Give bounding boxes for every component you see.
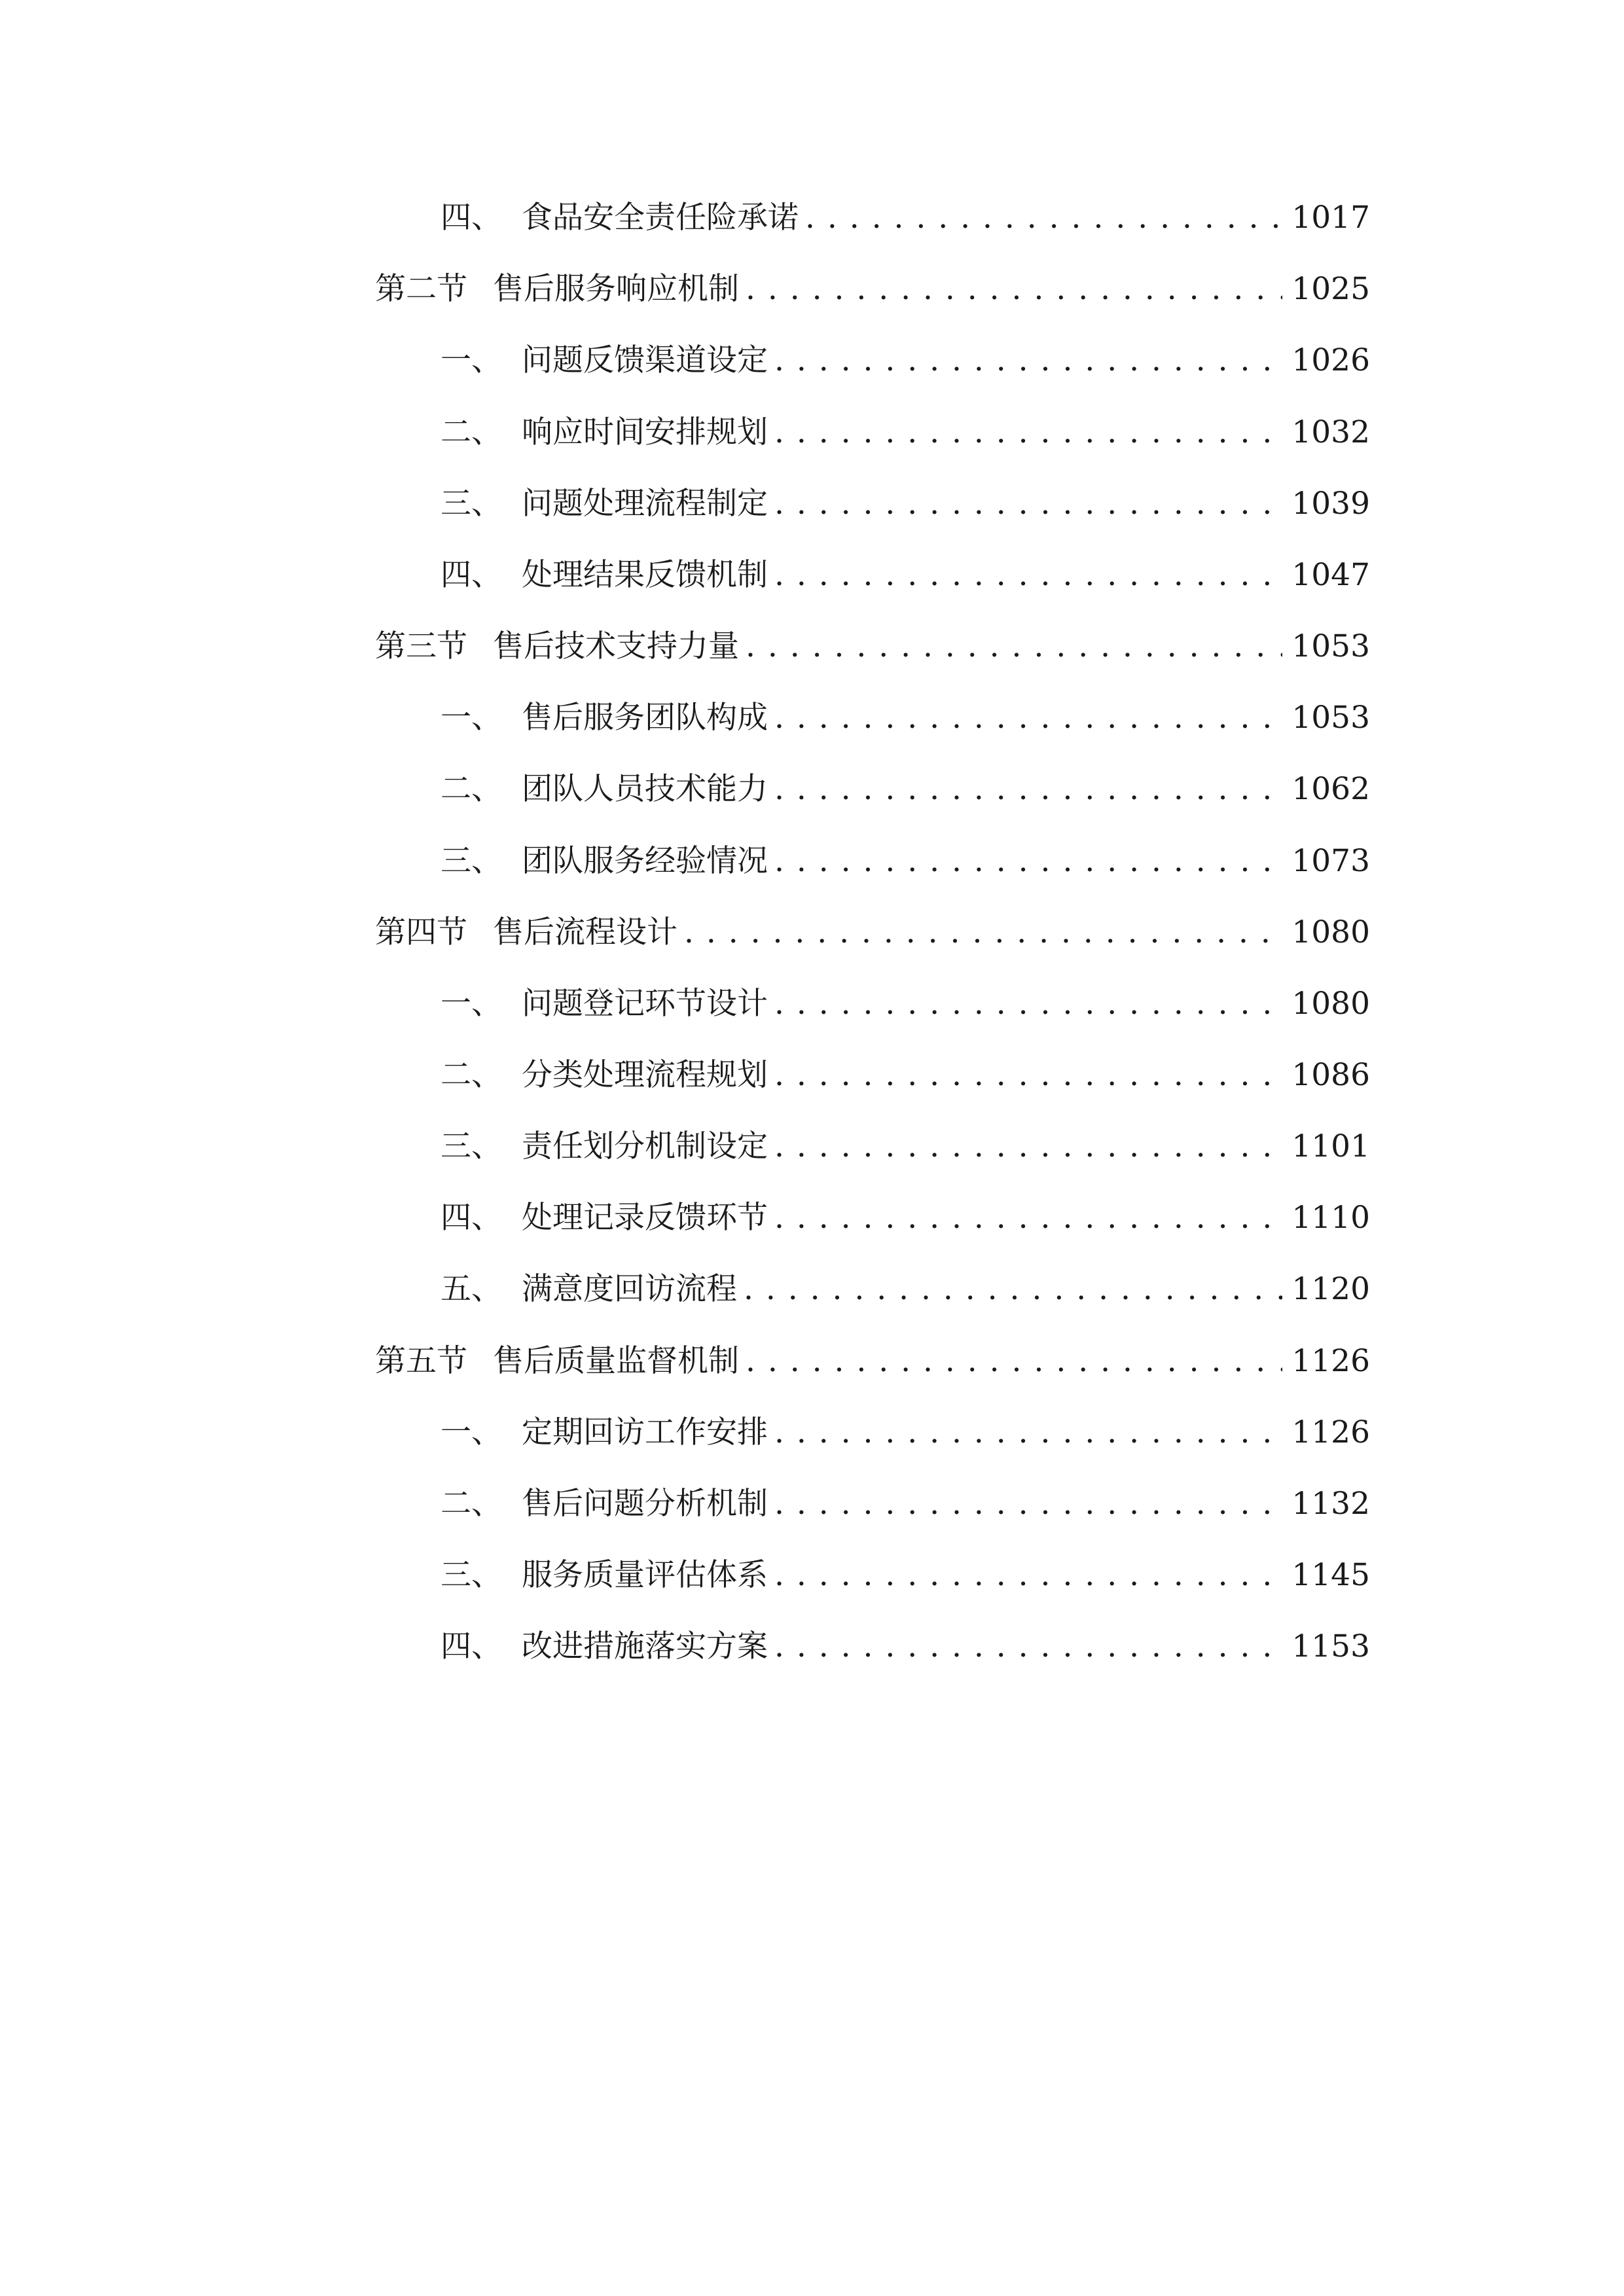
toc-entry-title: 售后服务团队构成 [522, 700, 768, 736]
toc-entry-page: 1145 [1291, 1557, 1370, 1593]
toc-entry-number: 三、 [441, 1557, 502, 1593]
toc-entry-title: 处理记录反馈环节 [522, 1200, 768, 1236]
toc-entry-page: 1110 [1291, 1200, 1370, 1236]
dot-leader [774, 978, 1282, 1030]
toc-entry-title: 售后技术支持力量 [493, 628, 739, 664]
dot-leader [744, 1263, 1282, 1316]
toc-entry[interactable] [441, 1621, 1370, 1673]
toc-entry-title: 响应时间安排规划 [522, 414, 768, 450]
toc-entry-page: 1153 [1291, 1628, 1370, 1664]
toc-entry-title: 问题处理流程制定 [522, 486, 768, 522]
toc-entry-page: 1086 [1291, 1057, 1370, 1093]
toc-entry-title: 改进措施落实方案 [522, 1628, 768, 1664]
toc-entry-number: 二、 [441, 1057, 502, 1093]
toc-entry-title: 定期回访工作安排 [522, 1414, 768, 1450]
toc-entry-page: 1039 [1291, 486, 1370, 522]
toc-entry[interactable] [375, 620, 1370, 673]
toc-entry[interactable] [441, 692, 1370, 744]
toc-entry-page: 1132 [1291, 1486, 1370, 1522]
toc-entry[interactable] [441, 1263, 1370, 1316]
toc-entry-title: 责任划分机制设定 [522, 1128, 768, 1164]
toc-entry[interactable] [441, 763, 1370, 816]
dot-leader [774, 763, 1282, 816]
toc-entry[interactable] [441, 835, 1370, 888]
toc-entry-title: 团队人员技术能力 [522, 771, 768, 807]
toc-entry-number: 一、 [441, 700, 502, 736]
dot-leader [774, 406, 1282, 459]
toc-entry-page: 1073 [1291, 843, 1370, 879]
toc-entry[interactable] [375, 263, 1370, 315]
toc-entry-title: 团队服务经验情况 [522, 843, 768, 879]
toc-entry-page: 1017 [1291, 200, 1370, 236]
toc-entry-number: 二、 [441, 771, 502, 807]
toc-entry[interactable] [441, 1192, 1370, 1244]
dot-leader [774, 1049, 1282, 1102]
toc-entry[interactable] [441, 1049, 1370, 1102]
toc-entry[interactable] [441, 1549, 1370, 1602]
toc-entry-page: 1053 [1291, 628, 1370, 664]
dot-leader [774, 334, 1282, 387]
dot-leader [774, 1121, 1282, 1173]
toc-entry-number: 四、 [441, 557, 502, 593]
toc-entry-title: 售后服务响应机制 [493, 271, 739, 307]
toc-entry-number: 三、 [441, 1128, 502, 1164]
toc-entry-number: 二、 [441, 1486, 502, 1522]
toc-entry-page: 1053 [1291, 700, 1370, 736]
toc-entry-number: 第五节 [375, 1343, 467, 1379]
dot-leader [774, 549, 1282, 601]
toc-entry-title: 服务质量评估体系 [522, 1557, 768, 1593]
dot-leader [774, 478, 1282, 530]
dot-leader [684, 906, 1282, 959]
dot-leader [746, 263, 1282, 315]
toc-entry[interactable] [441, 192, 1370, 244]
toc-entry-number: 一、 [441, 1414, 502, 1450]
toc-entry[interactable] [441, 478, 1370, 530]
dot-leader [805, 192, 1282, 244]
toc-entry-page: 1080 [1291, 986, 1370, 1022]
toc-entry-title: 处理结果反馈机制 [522, 557, 768, 593]
dot-leader [774, 835, 1282, 888]
toc-entry-page: 1062 [1291, 771, 1370, 807]
toc-entry-number: 四、 [441, 200, 502, 236]
toc-entry[interactable] [441, 406, 1370, 459]
toc-entry-title: 食品安全责任险承诺 [522, 200, 799, 236]
dot-leader [746, 620, 1282, 673]
toc-entry[interactable] [375, 1335, 1370, 1388]
toc-entry-page: 1101 [1291, 1128, 1370, 1164]
dot-leader [774, 1407, 1282, 1459]
dot-leader [746, 1335, 1282, 1388]
toc-entry-number: 三、 [441, 486, 502, 522]
dot-leader [774, 1192, 1282, 1244]
toc-entry-title: 分类处理流程规划 [522, 1057, 768, 1093]
toc-entry-page: 1032 [1291, 414, 1370, 450]
toc-entry[interactable] [441, 1121, 1370, 1173]
toc-entry-title: 满意度回访流程 [522, 1271, 737, 1307]
toc-entry-title: 售后流程设计 [493, 914, 677, 950]
dot-leader [774, 1478, 1282, 1530]
toc-entry-page: 1026 [1291, 342, 1370, 378]
toc-entry-page: 1025 [1291, 271, 1370, 307]
toc-entry-page: 1120 [1291, 1271, 1370, 1307]
toc-entry[interactable] [375, 906, 1370, 959]
toc-entry-page: 1080 [1291, 914, 1370, 950]
toc-entry-number: 第四节 [375, 914, 467, 950]
toc-entry-page: 1047 [1291, 557, 1370, 593]
toc-entry-title: 问题反馈渠道设定 [522, 342, 768, 378]
toc-entry-number: 三、 [441, 843, 502, 879]
toc-entry-title: 售后质量监督机制 [493, 1343, 739, 1379]
dot-leader [774, 692, 1282, 744]
toc-entry-title: 问题登记环节设计 [522, 986, 768, 1022]
toc-entry-number: 一、 [441, 342, 502, 378]
toc-entry[interactable] [441, 549, 1370, 601]
toc-entry-number: 五、 [441, 1271, 502, 1307]
toc-entry-number: 四、 [441, 1200, 502, 1236]
toc-entry[interactable] [441, 1407, 1370, 1459]
toc-entry-title: 售后问题分析机制 [522, 1486, 768, 1522]
toc-entry-number: 第二节 [375, 271, 467, 307]
dot-leader [774, 1621, 1282, 1673]
toc-entry-number: 四、 [441, 1628, 502, 1664]
toc-entry-number: 第三节 [375, 628, 467, 664]
toc-entry-page: 1126 [1291, 1414, 1370, 1450]
toc-entry-number: 一、 [441, 986, 502, 1022]
toc-entry[interactable] [441, 1478, 1370, 1530]
toc-entry[interactable] [441, 334, 1370, 387]
toc-entry-page: 1126 [1291, 1343, 1370, 1379]
dot-leader [774, 1549, 1282, 1602]
toc-entry-number: 二、 [441, 414, 502, 450]
toc-entry[interactable] [441, 978, 1370, 1030]
